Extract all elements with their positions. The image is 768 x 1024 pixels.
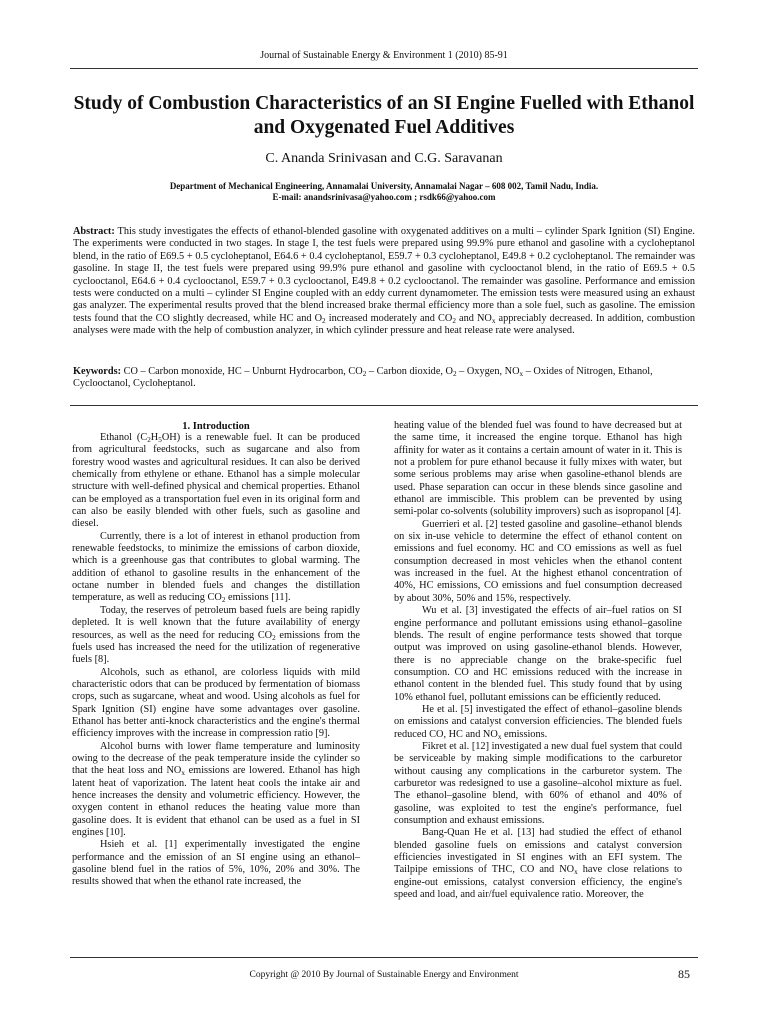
paragraph-text: have close relations to engine-out emissions, catalyst conversion efficiency, the engine's speed and load, and air/fuel equivalence ratio. Moreover, the	[394, 864, 682, 901]
footer-copyright: Copyright @ 2010 By Journal of Sustainable Energy and Environment	[249, 970, 519, 980]
abstract-text: This study investigates the effects of ethanol-blended gasoline with oxygenated additives on a multi – cylinder Spark Ignition (SI) Engine. The experiments were conducted in two stages. In stage I, the test fuels were prepared using 99.9% pure ethanol and gasoline with a cycloheptanol blend, in the ratio of E69.5 + 0.5 cycloheptanol, E64.6 + 0.4 cycloheptanol, E59.7 + 0.3 cycloheptanol, E49.8 + 0.2 cycloheptanol. The remainder was gasoline. In stage II, the test fuels were prepared using 99.9% pure ethanol and gasoline with cyclooctanol blend, in the ratio of E69.5 + 0.5 cyclooctanol, E64.6 + 0.4 cyclooctanol, E59.7 + 0.3 cyclooctanol, E49.8 + 0.2 cyclooctanol. The remainder was gasoline. Performance and emission tests were conducted on a multi – cylinder SI Engine coupled with an eddy current dynamometer. The emission tests were measured using an exhaust gas analyzer. The experimental results proved that the blend increased brake thermal efficiency more than a sole fuel, such as gasoline. The emission tests found that the CO slightly decreased, while HC and O	[73, 226, 695, 324]
keywords-text: – Carbon dioxide, O	[366, 366, 453, 377]
paragraph-text: Ethanol (C	[100, 432, 148, 443]
paragraph: Alcohols, such as ethanol, are colorless liquids with mild characteristic odors that can be produced by fermentation of biomass crops, such as sugarcane, wheat and wood. Using alcohols as fuel for Spark Ignition (SI) engine have some advantages over gasoline. Ethanol has better anti-knock characteristics and the engine's thermal efficiency improves with the increase in compression ratio [9].	[72, 666, 360, 740]
right-column	[394, 420, 682, 901]
email-line: E-mail: anandsrinivasa@yahoo.com ; rsdk66@yahoo.com	[272, 192, 496, 202]
subscript: 2	[147, 436, 151, 444]
subscript: 2	[272, 633, 276, 642]
paragraph	[394, 704, 682, 741]
keywords-label: Keywords:	[73, 366, 122, 377]
paragraph	[72, 605, 360, 667]
paragraph-text: emissions are lowered. Ethanol has high latent heat of vaporization. The latent heat cools the intake air and hence increases the density and volumetric efficiency. However, the oxygen content in ethanol reduces the heating value more than gasoline does. It is evident that ethanol can be used as a fuel in SI engines [10].	[72, 765, 360, 838]
subscript: 5	[158, 436, 162, 444]
footer-rule	[70, 957, 698, 958]
paragraph	[72, 531, 360, 605]
section-rule	[70, 405, 698, 406]
paragraph: heating value of the blended fuel was found to have decreased but at the same time, it increased the engine torque. Ethanol has high affinity for water as it contains a certain amount of water in it. This is not a problem for pure ethanol because it fully mixes with water, but some serious problems may arise when gasoline-ethanol blends are used. Phase separation can occur in these blends since gasoline and ethanol are immiscible. This problem can be prevented by using semi-polar co-solvents (solubility improvers) such as isopropanol [4].	[394, 420, 682, 518]
abstract-text: and NO	[455, 312, 492, 324]
paragraph-text: H	[150, 432, 159, 443]
paper-title: Study of Combustion Characteristics of an SI Engine Fuelled with Ethanol and Oxygenated Fuel Additives	[73, 93, 695, 138]
keywords-subscript: 2	[452, 370, 457, 378]
paragraph-text: Alcohol burns with lower flame temperature and luminosity owing to the decrease of the peak temperature inside the cylinder so that the heat loss and NO	[72, 740, 360, 777]
paragraph-text: Today, the reserves of petroleum based fuels are being rapidly depleted. It is well known that the future availability of energy resources, as well as the need for reducing CO	[72, 604, 360, 641]
paragraph: Wu et al. [3] investigated the effects of air–fuel ratios on SI engine performance and pollutant emissions using ethanol–gasoline blends. The result of engine performance tests showed that torque output was improved on using gasoline-ethanol blends. However, there is no appreciable change on the brake-specific fuel consumption. CO and HC emissions reduced with the increase in ethanol content in the blended fuel. This study found that by using 10% ethanol fuel, pollutant emissions can be efficiently reduced.	[394, 605, 682, 703]
subscript: x	[497, 732, 502, 741]
keywords-text: – Oxygen, NO	[456, 366, 520, 377]
paragraph-text: OH) is a renewable fuel. It can be produced from agricultural feedstocks, such as sugarcane and also from forestry wood wastes and agricultural residues. It can also be derived chemically from ethylene or ethane. Ethanol has a simple molecular structure with well-defined physical and chemical properties. Ethanol can be employed as a transportation fuel even in its original form and can also be easily blended with other fuels, such as gasoline and diesel.	[72, 432, 360, 530]
keywords-text: – Oxides of Nitrogen, Ethanol, Cyclooctanol, Cycloheptanol.	[73, 366, 653, 390]
abstract-subscript: 2	[322, 316, 326, 325]
subscript: 2	[221, 596, 226, 605]
journal-header: Journal of Sustainable Energy & Environment 1 (2010) 85-91	[260, 50, 508, 61]
paragraph-text: emissions [11].	[225, 592, 291, 604]
paper-authors: C. Ananda Srinivasan and C.G. Saravanan	[265, 151, 503, 166]
keywords-subscript: 2	[362, 370, 367, 378]
paragraph-text: He et al. [5] investigated the effect of ethanol–gasoline blends on emissions and catalyst conversion efficiencies. The blended fuels reduced CO, HC and NO	[394, 703, 682, 740]
abstract-text: increased moderately and CO	[325, 312, 453, 324]
section-heading-introduction: 1. Introduction	[182, 421, 250, 432]
keywords	[73, 366, 695, 391]
paragraph: Guerrieri et al. [2] tested gasoline and gasoline–ethanol blends on six in-use vehicle to determine the effect of ethanol content on emissions and fuel economy. HC and CO emissions as well as fuel consumption decreased in most vehicles when the ethanol content was increased in the fuel. At the highest ethanol concentration of 40%, HC emissions, CO emissions and fuel consumption decreased by about 30%, 50% and 15%, respectively.	[394, 518, 682, 604]
paragraph-text: Currently, there is a lot of interest in ethanol production from renewable feedstocks, to minimize the emissions of carbon dioxide, which is a greenhouse gas that contributes to global warming. The addition of ethanol to gasoline results in the enhancement of the octane number in blended fuels and changes the distillation temperature, as well as reducing CO	[72, 530, 360, 604]
abstract-subscript: 2	[452, 316, 456, 325]
subscript: x	[574, 868, 578, 877]
header-rule	[70, 68, 698, 69]
paragraph: Fikret et al. [12] investigated a new dual fuel system that could be serviceable by making simple modifications to the carburetor without causing any complications in the carburetor system. The carburetor was redesigned to use a gasoline–alcohol mixture as fuel. The ethanol–gasoline blend, with 60% of ethanol and 40% of gasoline, was exploited to test the engine's performance, fuel consumption and exhaust emissions.	[394, 740, 682, 826]
keywords-subscript: x	[519, 370, 524, 378]
subscript: x	[181, 769, 185, 778]
abstract	[73, 226, 695, 338]
affiliation: Department of Mechanical Engineering, Annamalai University, Annamalai Nagar – 608 002, Tamil Nadu, India.	[169, 181, 599, 191]
paragraph-text: emissions from the fuels used has increased the need for the utilization of regenerative fuels [8].	[72, 629, 360, 666]
paragraph-text: emissions.	[501, 728, 548, 740]
affiliation-block	[0, 181, 768, 203]
keywords-text: CO – Carbon monoxide, HC – Unburnt Hydrocarbon, CO	[121, 366, 363, 377]
page-number: 85	[678, 967, 690, 981]
paragraph	[72, 432, 360, 531]
abstract-label: Abstract:	[73, 226, 115, 237]
paragraph-text: Bang-Quan He et al. [13] had studied the effect of ethanol blended gasoline fuels on emissions and catalyst conversion efficiencies investigated in SI engines with an EFI system. The Tailpipe emissions of THC, CO and NO	[394, 827, 682, 876]
abstract-subscript: x	[491, 316, 496, 325]
paragraph	[394, 827, 682, 901]
paragraph: Hsieh et al. [1] experimentally investigated the engine performance and the emission of an SI engine using an ethanol–gasoline blend fuel in the ratios of 5%, 10%, 20% and 30%. The results showed that when the ethanol rate increased, the	[72, 839, 360, 888]
left-column	[72, 432, 360, 889]
paragraph	[72, 741, 360, 840]
abstract-text: appreciably decreased. In addition, combustion analyses were made with the help of combustion analyzer, in which cylinder pressure and heat release rate were analysed.	[73, 312, 695, 337]
